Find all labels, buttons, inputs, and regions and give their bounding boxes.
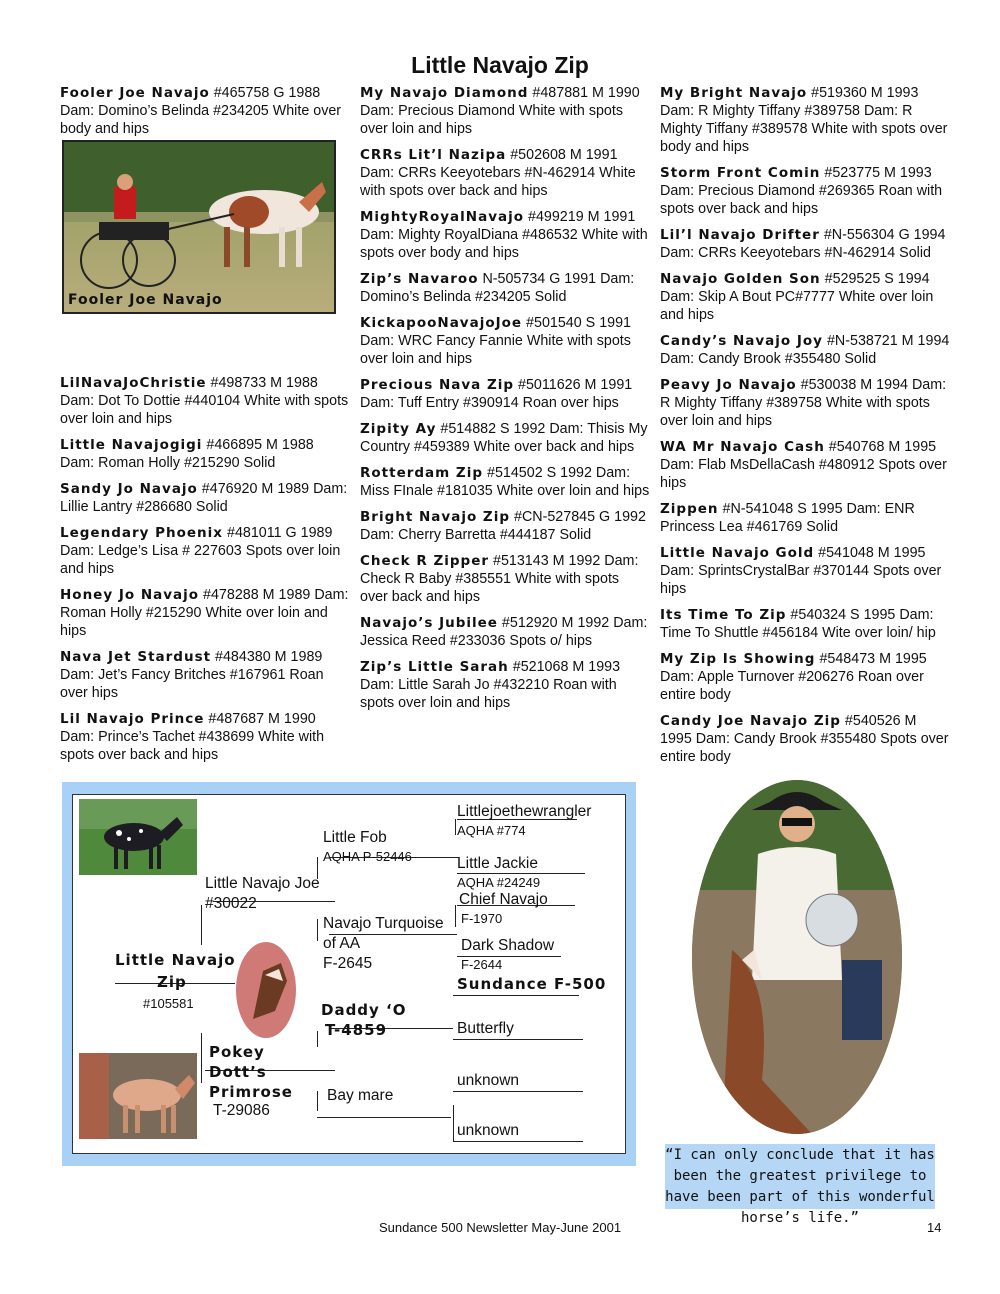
horse-entry xyxy=(360,314,650,368)
dsd-name: Butterfly xyxy=(457,1020,514,1037)
horse-entry xyxy=(360,552,650,606)
horse-name: KickapooNavajoJoe xyxy=(360,315,523,331)
horse-name: Navajo’s Jubilee xyxy=(360,615,498,631)
horse-name: Check R Zipper xyxy=(360,553,490,569)
horse-name: MightyRoyalNavajo xyxy=(360,209,525,225)
line-dsd xyxy=(453,1039,583,1040)
dd-name: Bay mare xyxy=(327,1087,394,1104)
horse-name: Zippen xyxy=(660,501,719,517)
sire-horse-photo xyxy=(79,799,197,875)
dam-horse-photo xyxy=(79,1053,197,1139)
dss-name: Sundance F-500 xyxy=(457,975,607,993)
horse-name: WA Mr Navajo Cash xyxy=(660,439,825,455)
horse-entry xyxy=(660,650,950,704)
horse-details: #499219 M 1991 Dam: Mighty RoyalDiana #486532 White with spots over body and hips xyxy=(360,209,648,261)
pedigree-chart xyxy=(62,782,636,1166)
horse-entry xyxy=(660,544,950,598)
horse-name: Nava Jet Stardust xyxy=(60,649,212,665)
horse-details: #540768 M 1995 Dam: Flab MsDellaCash #480912 Spots over hips xyxy=(660,439,947,491)
horse-name: Honey Jo Navajo xyxy=(60,587,200,603)
horse-name: Navajo Golden Son xyxy=(660,271,821,287)
dam-name-3: Primrose xyxy=(209,1083,293,1101)
horse-name: Its Time To Zip xyxy=(660,607,787,623)
horse-cart-photo xyxy=(62,140,336,314)
line-dss xyxy=(453,995,579,996)
horse-details: #N-541048 S 1995 Dam: ENR Princess Lea #461769 Solid xyxy=(660,501,915,535)
dam-name-2: Dott’s xyxy=(209,1063,267,1081)
horse-entry xyxy=(660,712,950,766)
horse-entry xyxy=(60,480,350,516)
horse-name: Little Navajogigi xyxy=(60,437,203,453)
ss-reg: AQHA P-52446 xyxy=(323,849,412,864)
horse-details: #501540 S 1991 Dam: WRC Fancy Fannie White with spots over loin and hips xyxy=(360,315,631,367)
horse-entry xyxy=(360,420,650,456)
horse-entry xyxy=(60,436,350,472)
sss-name: Littlejoethewrangler xyxy=(457,803,592,820)
horse-name: Bright Navajo Zip xyxy=(360,509,511,525)
dam-reg: T-29086 xyxy=(213,1102,270,1119)
sss-reg: AQHA #774 xyxy=(457,823,526,838)
horse-entry xyxy=(360,658,650,712)
line-dd-v xyxy=(317,1091,318,1111)
horse-entry xyxy=(360,464,650,500)
horse-entry xyxy=(660,226,950,262)
horse-details: N-505734 G 1991 Dam: Domino’s Belinda #234205 Solid xyxy=(360,271,635,305)
horse-name: Lil’l Navajo Drifter xyxy=(660,227,820,243)
subject-reg: #105581 xyxy=(143,996,194,1011)
horse-details: #484380 M 1989 Dam: Jet’s Fancy Britches #167961 Roan over hips xyxy=(60,649,324,701)
line-ddd-v xyxy=(453,1105,454,1141)
line-ddd xyxy=(453,1141,583,1142)
horse-details: #523775 M 1993 Dam: Precious Diamond #269365 Roan with spots over back and hips xyxy=(660,165,943,217)
horse-name: LilNavaJoChristie xyxy=(60,375,207,391)
horse-details: #N-556304 G 1994 Dam: CRRs Keeyotebars #N-462914 Solid xyxy=(660,227,946,261)
horse-details: #487881 M 1990 Dam: Precious Diamond White with spots over loin and hips xyxy=(360,85,640,137)
horse-details: #512920 M 1992 Dam: Jessica Reed #233036 Spots o/ hips xyxy=(360,615,648,649)
ds-reg: T-4859 xyxy=(325,1021,388,1039)
column-3 xyxy=(660,84,950,774)
horse-details: #540324 S 1995 Dam: Time To Shuttle #456184 Wite over loin/ hip xyxy=(660,607,936,641)
horse-entry xyxy=(360,270,650,306)
horse-entry xyxy=(660,164,950,218)
quote-box: “I can only conclude that it has been the greatest privilege to have been part of this wonderful horse’s life.” xyxy=(665,1144,935,1209)
sire-name: Little Navajo Joe xyxy=(205,875,320,892)
horse-details: #502608 M 1991 Dam: CRRs Keeyotebars #N-462914 White with spots over back and hips xyxy=(360,147,636,199)
subject-name-2: Zip xyxy=(157,973,187,991)
column-2 xyxy=(360,84,650,720)
horse-entry xyxy=(660,84,950,156)
horse-entry xyxy=(660,332,950,368)
line-dd xyxy=(317,1117,451,1118)
horse-details: #466895 M 1988 Dam: Roman Holly #215290 Solid xyxy=(60,437,314,471)
sd-reg: F-2645 xyxy=(323,955,373,972)
ssd-name: Little Jackie xyxy=(457,855,538,872)
horse-entry xyxy=(660,500,950,536)
horse-name: My Navajo Diamond xyxy=(360,85,529,101)
horse-details: #540526 M 1995 Dam: Candy Brook #355480 Spots over entire body xyxy=(660,713,949,765)
horse-details: #498733 M 1988 Dam: Dot To Dottie #440104 White with spots over loin and hips xyxy=(60,375,349,427)
horse-details: #514882 S 1992 Dam: Thisis My Country #459389 White over back and hips xyxy=(360,421,648,455)
horse-name: Zipity Ay xyxy=(360,421,437,437)
pedigree-panel xyxy=(72,794,626,1154)
horse-name: My Bright Navajo xyxy=(660,85,808,101)
horse-entry xyxy=(60,648,350,702)
horse-details: #513143 M 1992 Dam: Check R Baby #385551 White with spots over back and hips xyxy=(360,553,639,605)
horse-details: #529525 S 1994 Dam: Skip A Bout PC#7777 White over loin and hips xyxy=(660,271,934,323)
horse-entry xyxy=(60,710,350,764)
horse-details: #5011626 M 1991 Dam: Tuff Entry #390914 Roan over hips xyxy=(360,377,633,411)
horse-name: Legendary Phoenix xyxy=(60,525,224,541)
line-sd-v xyxy=(317,919,318,941)
horse-name: Storm Front Comin xyxy=(660,165,821,181)
horse-entry xyxy=(360,84,650,138)
horse-entry xyxy=(360,208,650,262)
horse-name: Zip’s Little Sarah xyxy=(360,659,509,675)
sd-name-1: Navajo Turquoise xyxy=(323,915,444,932)
horse-cart-illustration xyxy=(64,142,334,312)
line-ds-v xyxy=(317,1031,318,1047)
horse-details: #514502 S 1992 Dam: Miss FInale #181035 White over loin and hips xyxy=(360,465,650,499)
horse-name: Lil Navajo Prince xyxy=(60,711,205,727)
horse-name: Candy’s Navajo Joy xyxy=(660,333,823,349)
horse-name: Sandy Jo Navajo xyxy=(60,481,198,497)
horse-details: #548473 M 1995 Dam: Apple Turnover #206276 Roan over entire body xyxy=(660,651,927,703)
sd-name-2: of AA xyxy=(323,935,361,952)
horse-name: Zip’s Navaroo xyxy=(360,271,479,287)
rider-illustration xyxy=(692,780,902,1134)
line-sire-v xyxy=(201,905,202,945)
horse-details: #CN-527845 G 1992 Dam: Cherry Barretta #444187 Solid xyxy=(360,509,646,543)
rider-portrait-photo xyxy=(692,780,902,1134)
horse-entry xyxy=(60,374,350,428)
horse-entry xyxy=(360,146,650,200)
horse-name: Peavy Jo Navajo xyxy=(660,377,797,393)
horse-details: #N-538721 M 1994 Dam: Candy Brook #355480 Solid xyxy=(660,333,950,367)
sire-reg: #30022 xyxy=(205,895,257,912)
horse-name: Rotterdam Zip xyxy=(360,465,484,481)
sds-reg: F-1970 xyxy=(461,911,503,926)
horse-name: Candy Joe Navajo Zip xyxy=(660,713,841,729)
sdd-name: Dark Shadow xyxy=(461,937,555,954)
ssd-reg: AQHA #24249 xyxy=(457,875,541,890)
horse-entry xyxy=(360,376,650,412)
horse-name: My Zip Is Showing xyxy=(660,651,816,667)
horse-entry xyxy=(660,606,950,642)
horse-details: #481011 G 1989 Dam: Ledge’s Lisa # 227603 Spots over loin and hips xyxy=(60,525,341,577)
sds-name: Chief Navajo xyxy=(459,891,548,908)
photo-caption: Fooler Joe Navajo xyxy=(68,292,223,308)
line-dam-v xyxy=(201,1033,202,1083)
horse-details: #465758 G 1988 Dam: Domino’s Belinda #234205 White over body and hips xyxy=(60,85,342,137)
horse-name: Precious Nava Zip xyxy=(360,377,515,393)
line-dds xyxy=(453,1091,583,1092)
horse-entry xyxy=(60,586,350,640)
horse-details: #478288 M 1989 Dam: Roman Holly #215290 White over loin and hips xyxy=(60,587,349,639)
dam-name-1: Pokey xyxy=(209,1043,265,1061)
horse-entry xyxy=(60,84,350,138)
horse-name: Little Navajo Gold xyxy=(660,545,815,561)
page-title: Little Navajo Zip xyxy=(411,52,589,78)
subject-horse-portrait xyxy=(235,941,297,1039)
horse-entry xyxy=(660,438,950,492)
horse-details: #521068 M 1993 Dam: Little Sarah Jo #432210 Roan with spots over loin and hips xyxy=(360,659,621,711)
horse-entry xyxy=(360,614,650,650)
page-number: 14 xyxy=(927,1220,942,1235)
dds-name: unknown xyxy=(457,1072,520,1089)
horse-details: #519360 M 1993 Dam: R Mighty Tiffany #389758 Dam: R Mighty Tiffany #389578 White with spots over body and hips xyxy=(660,85,948,155)
horse-entry xyxy=(660,376,950,430)
horse-details: #476920 M 1989 Dam: Lillie Lantry #286680 Solid xyxy=(60,481,348,515)
horse-entry xyxy=(360,508,650,544)
horse-entry xyxy=(60,524,350,578)
line-sds-v xyxy=(455,905,456,927)
line-sss-v xyxy=(455,819,456,835)
footer-text: Sundance 500 Newsletter May-June 2001 xyxy=(378,1220,622,1235)
horse-name: Fooler Joe Navajo xyxy=(60,85,210,101)
horse-details: #530038 M 1994 Dam: R Mighty Tiffany #389758 White with spots over loin and hips xyxy=(660,377,947,429)
horse-details: #541048 M 1995 Dam: SprintsCrystalBar #370144 Spots over hips xyxy=(660,545,942,597)
horse-entry xyxy=(660,270,950,324)
ds-name: Daddy ‘O xyxy=(321,1001,407,1019)
ddd-name: unknown xyxy=(457,1122,520,1139)
horse-details: #487687 M 1990 Dam: Prince’s Tachet #438699 White with spots over back and hips xyxy=(60,711,325,763)
line-ssd xyxy=(457,873,585,874)
ss-name: Little Fob xyxy=(323,829,387,846)
subject-name-1: Little Navajo xyxy=(115,951,236,969)
horse-name: CRRs Lit’l Nazipa xyxy=(360,147,507,163)
sdd-reg: F-2644 xyxy=(461,957,503,972)
